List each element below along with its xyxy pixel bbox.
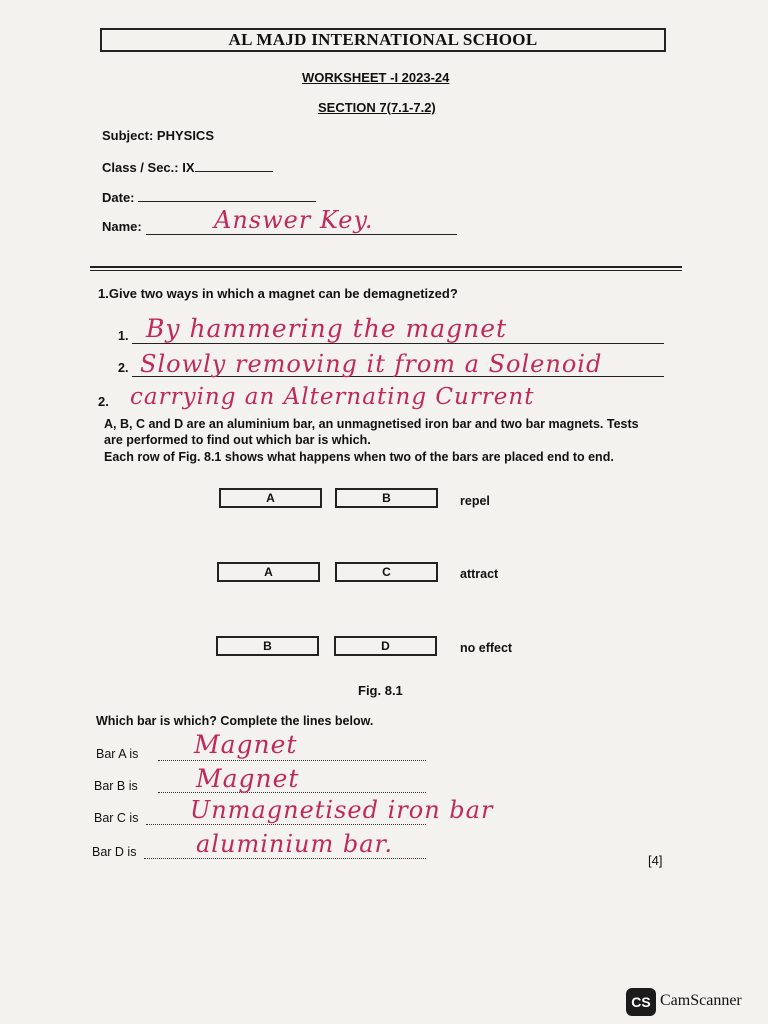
q2-number: 2. [98, 394, 109, 409]
q1-answer2-continued: carrying an Alternating Current [130, 384, 535, 410]
marks: [4] [648, 853, 663, 868]
row-effect: attract [460, 567, 499, 581]
section-title: SECTION 7(7.1-7.2) [318, 100, 436, 115]
q2-line1: A, B, C and D are an aluminium bar, an unmagnetised iron bar and two bar magnets. Tests [104, 417, 639, 431]
bar-b-label: Bar B is [94, 779, 138, 793]
bar-c-answer: Unmagnetised iron bar [190, 796, 494, 824]
fig-caption: Fig. 8.1 [358, 683, 403, 698]
bar-d-label: Bar D is [92, 845, 137, 859]
worksheet-title: WORKSHEET -I 2023-24 [302, 70, 450, 85]
q2-line3: Each row of Fig. 8.1 shows what happens when two of the bars are placed end to end. [104, 450, 614, 464]
bar-c-label: Bar C is [94, 811, 139, 825]
name-label: Name: [102, 219, 142, 234]
row-effect: no effect [460, 641, 513, 655]
subject-label: Subject: [102, 128, 154, 143]
date-label: Date: [102, 190, 135, 205]
q1-answer1: By hammering the magnet [146, 314, 508, 343]
camscanner-logo: CS [626, 988, 656, 1016]
name-field [102, 219, 142, 234]
name-blank [146, 234, 457, 235]
q2-instruction: Which bar is which? Complete the lines below. [96, 714, 374, 728]
q1-answer1-number: 1. [118, 329, 129, 343]
bar-box: B [216, 636, 319, 656]
class-value: IX [182, 160, 195, 175]
bar-box: C [335, 562, 438, 582]
subject-value: PHYSICS [156, 128, 214, 143]
school-name: AL MAJD INTERNATIONAL SCHOOL [100, 28, 666, 52]
bar-a-dotted-line [158, 759, 426, 761]
row-effect: repel [460, 494, 490, 508]
q1-text: 1.Give two ways in which a magnet can be demagnetized? [98, 286, 458, 301]
bar-a-label: Bar A is [96, 747, 139, 761]
subject-field [102, 128, 214, 143]
name-answer: Answer Key. [214, 206, 374, 234]
q2-line2: are performed to find out which bar is which. [104, 433, 371, 447]
bar-box: A [219, 488, 322, 508]
bar-box: B [335, 488, 438, 508]
class-blank [195, 159, 273, 172]
bar-b-answer: Magnet [196, 764, 300, 793]
date-field [102, 189, 316, 205]
class-field [102, 159, 273, 175]
date-blank [138, 189, 316, 202]
bar-a-answer: Magnet [194, 730, 298, 759]
q1-answer2: Slowly removing it from a Solenoid [140, 350, 603, 378]
bar-box: A [217, 562, 320, 582]
bar-d-answer: aluminium bar. [196, 830, 393, 858]
q1-answer1-line [132, 343, 664, 344]
q1-answer2-number: 2. [118, 361, 129, 375]
camscanner-brand: CamScanner [660, 992, 742, 1009]
bar-box: D [334, 636, 437, 656]
separator-top [90, 266, 682, 268]
separator-bottom [90, 270, 682, 271]
class-label: Class / Sec.: [102, 160, 179, 175]
